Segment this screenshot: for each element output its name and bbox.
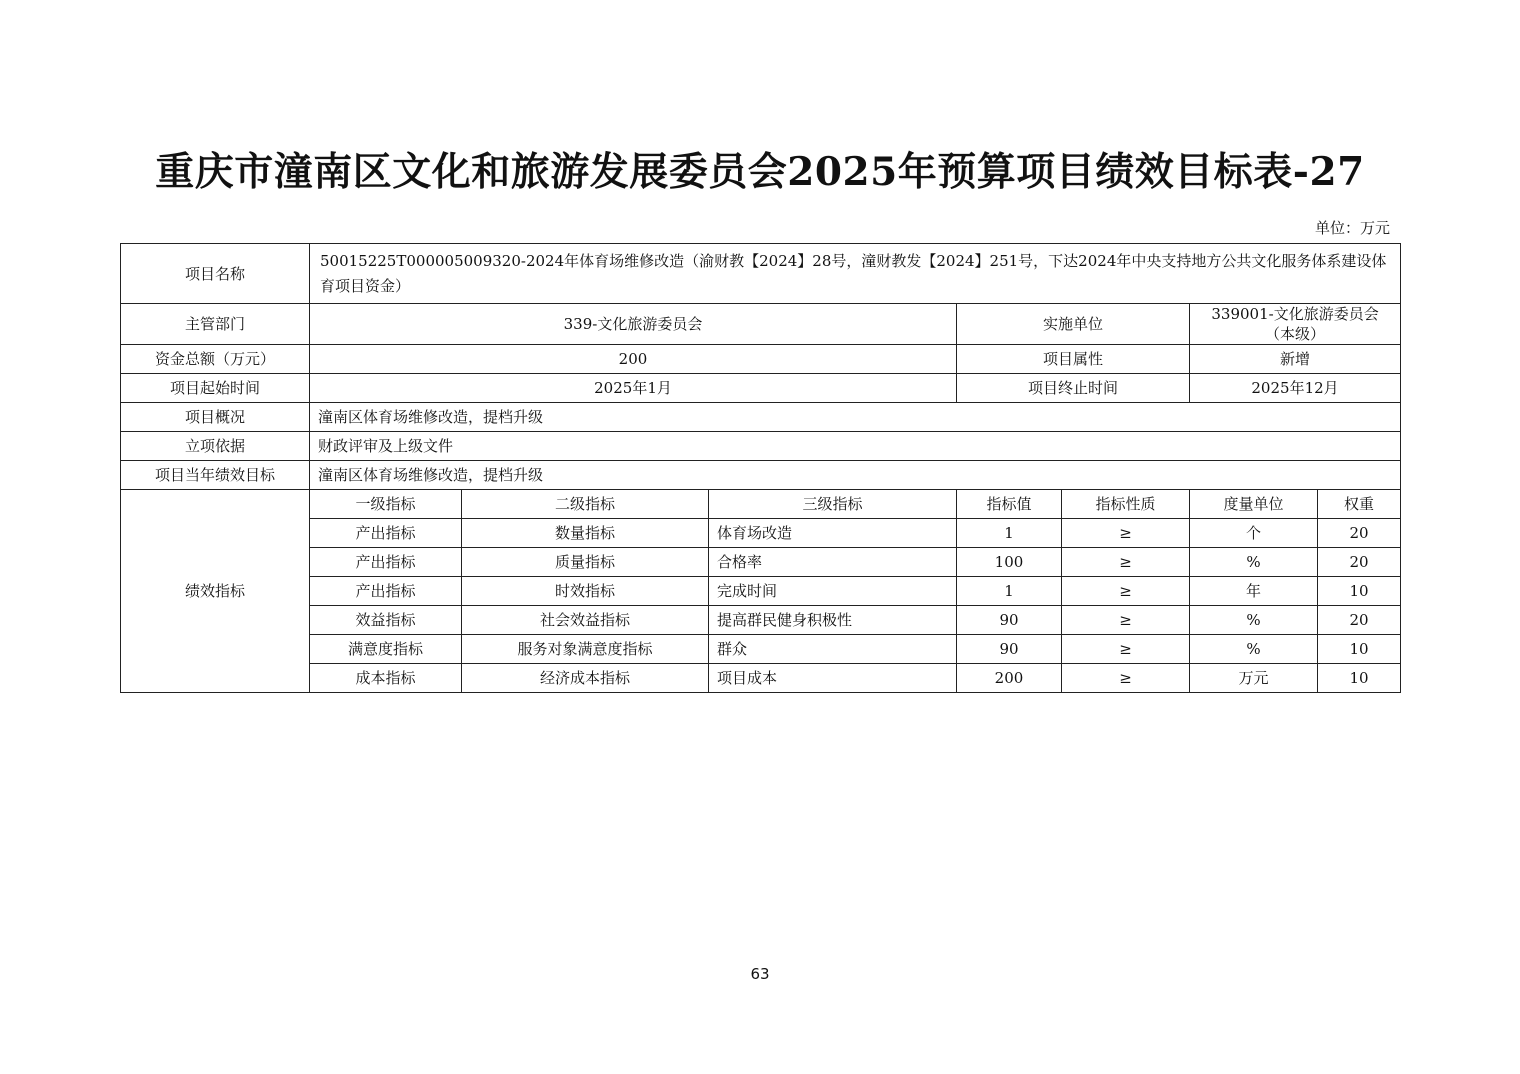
start-label: 项目起始时间 (121, 374, 310, 403)
level1-cell: 满意度指标 (310, 635, 462, 664)
weight-cell: 20 (1318, 606, 1401, 635)
fund-value: 200 (310, 345, 957, 374)
end-label: 项目终止时间 (957, 374, 1190, 403)
goal-label: 项目当年绩效目标 (121, 461, 310, 490)
weight-cell: 20 (1318, 519, 1401, 548)
value-cell: 1 (957, 577, 1062, 606)
basis-value: 财政评审及上级文件 (310, 432, 1401, 461)
level3-cell: 提高群民健身积极性 (709, 606, 957, 635)
level2-cell: 经济成本指标 (462, 664, 709, 693)
level2-cell: 数量指标 (462, 519, 709, 548)
unit-cell: % (1190, 635, 1318, 664)
nature-cell: ≥ (1062, 635, 1190, 664)
value-cell: 1 (957, 519, 1062, 548)
header-level3: 三级指标 (709, 490, 957, 519)
unit-cell: 个 (1190, 519, 1318, 548)
attr-value: 新增 (1190, 345, 1401, 374)
indicator-row (121, 635, 1401, 664)
row-basis (121, 432, 1401, 461)
impl-label: 实施单位 (957, 304, 1190, 345)
weight-cell: 10 (1318, 577, 1401, 606)
project-name-value: 50015225T000005009320-2024年体育场维修改造（渝财教【2024】28号，潼财教发【2024】251号，下达2024年中央支持地方公共文化服务体系建设体育项目资金） (310, 244, 1401, 304)
overview-label: 项目概况 (121, 403, 310, 432)
level3-cell: 完成时间 (709, 577, 957, 606)
level2-cell: 时效指标 (462, 577, 709, 606)
level3-cell: 体育场改造 (709, 519, 957, 548)
nature-cell: ≥ (1062, 606, 1190, 635)
end-value: 2025年12月 (1190, 374, 1401, 403)
level1-cell: 成本指标 (310, 664, 462, 693)
indicator-row (121, 548, 1401, 577)
header-nature: 指标性质 (1062, 490, 1190, 519)
unit-cell: % (1190, 548, 1318, 577)
header-level1: 一级指标 (310, 490, 462, 519)
dept-value: 339-文化旅游委员会 (310, 304, 957, 345)
indicators-section-label: 绩效指标 (121, 490, 310, 693)
level1-cell: 产出指标 (310, 548, 462, 577)
level3-cell: 合格率 (709, 548, 957, 577)
unit-cell: 年 (1190, 577, 1318, 606)
level2-cell: 社会效益指标 (462, 606, 709, 635)
indicator-header-row (121, 490, 1401, 519)
unit-cell: % (1190, 606, 1318, 635)
header-value: 指标值 (957, 490, 1062, 519)
indicator-row (121, 519, 1401, 548)
header-level2: 二级指标 (462, 490, 709, 519)
header-unit: 度量单位 (1190, 490, 1318, 519)
row-goal (121, 461, 1401, 490)
value-cell: 200 (957, 664, 1062, 693)
indicator-row (121, 606, 1401, 635)
performance-target-table (120, 243, 1401, 693)
header-weight: 权重 (1318, 490, 1401, 519)
project-name-label: 项目名称 (121, 244, 310, 304)
impl-value: 339001-文化旅游委员会（本级） (1190, 304, 1401, 345)
page-title: 重庆市潼南区文化和旅游发展委员会2025年预算项目绩效目标表-27 (155, 149, 1365, 195)
dept-label: 主管部门 (121, 304, 310, 345)
value-cell: 100 (957, 548, 1062, 577)
attr-label: 项目属性 (957, 345, 1190, 374)
level1-cell: 效益指标 (310, 606, 462, 635)
fund-label: 资金总额（万元） (121, 345, 310, 374)
nature-cell: ≥ (1062, 519, 1190, 548)
weight-cell: 10 (1318, 664, 1401, 693)
level3-cell: 群众 (709, 635, 957, 664)
row-overview (121, 403, 1401, 432)
level1-cell: 产出指标 (310, 519, 462, 548)
value-cell: 90 (957, 635, 1062, 664)
nature-cell: ≥ (1062, 577, 1190, 606)
level3-cell: 项目成本 (709, 664, 957, 693)
level2-cell: 质量指标 (462, 548, 709, 577)
row-fund (121, 345, 1401, 374)
row-period (121, 374, 1401, 403)
weight-cell: 10 (1318, 635, 1401, 664)
unit-cell: 万元 (1190, 664, 1318, 693)
indicator-row (121, 577, 1401, 606)
nature-cell: ≥ (1062, 664, 1190, 693)
row-department (121, 304, 1401, 345)
unit-label: 单位：万元 (1314, 219, 1390, 237)
level2-cell: 服务对象满意度指标 (462, 635, 709, 664)
row-project-name (121, 244, 1401, 304)
basis-label: 立项依据 (121, 432, 310, 461)
nature-cell: ≥ (1062, 548, 1190, 577)
value-cell: 90 (957, 606, 1062, 635)
goal-value: 潼南区体育场维修改造，提档升级 (310, 461, 1401, 490)
level1-cell: 产出指标 (310, 577, 462, 606)
indicator-row (121, 664, 1401, 693)
overview-value: 潼南区体育场维修改造，提档升级 (310, 403, 1401, 432)
start-value: 2025年1月 (310, 374, 957, 403)
weight-cell: 20 (1318, 548, 1401, 577)
page-number: 63 (750, 965, 770, 983)
